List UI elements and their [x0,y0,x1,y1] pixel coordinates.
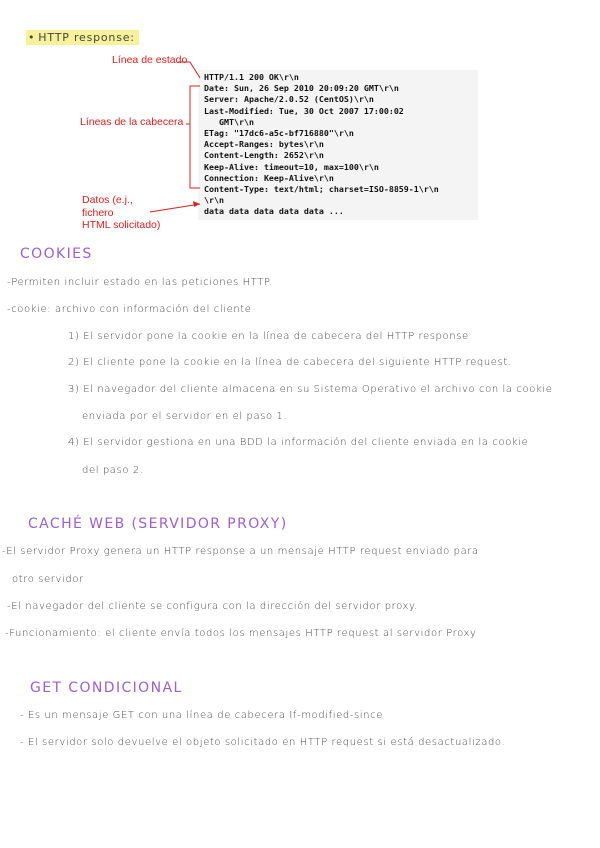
code-line: Accept-Ranges: bytes\r\n [204,139,324,150]
status-connector [178,62,200,78]
label-data-line: HTML solicitado) [82,219,161,231]
code-line: Connection: Keep-Alive\r\n [204,172,334,183]
conditional-get-line-2: - El servidor solo devuelve el objeto solicitado en HTTP request si está desactualizado. [20,737,506,748]
label-data-line: Datos (e.j., [82,194,133,206]
cookies-step-2: 2) El cliente pone la cookie en la línea de cabecera del siguiente HTTP request. [68,357,512,368]
cookies-bullet-2: -cookie: archivo con información del cliente [7,304,252,315]
conditional-get-line-1: - Es un mensaje GET con una línea de cabecera If-modified-since [20,710,383,721]
cache-line-1-cont: otro servidor [12,574,84,585]
code-line: Date: Sun, 26 Sep 2010 20:09:20 GMT\r\n [204,83,399,94]
code-line: HTTP/1.1 200 OK\r\n [204,72,299,82]
cookies-step-3-cont: enviada por el servidor en el paso 1. [82,411,288,422]
cookies-step-1: 1) El servidor pone la cookie en la línea de cabecera del HTTP response [68,331,469,342]
bullet-icon: • [28,31,36,44]
code-line: Keep-Alive: timeout=10, max=100\r\n [204,161,379,172]
data-arrowhead [193,201,200,207]
cookies-heading: COOKIES [20,246,93,262]
cookies-step-4: 4) El servidor gestiona en una BDD la información del cliente enviada en la cookie [68,437,529,448]
cache-heading: CACHÉ WEB (SERVIDOR PROXY) [28,516,288,532]
cookies-step-4-cont: del paso 2. [82,465,144,476]
cache-line-3: -Funcionamiento: el cliente envía todos los mensajes HTTP request al servidor Proxy [5,628,477,639]
header-bracket [190,86,200,188]
code-line: Content-Length: 2652\r\n [204,150,324,161]
code-line: ETag: "17dc6-a5c-bf716880"\r\n [204,128,354,139]
cookies-step-3: 3) El navegador del cliente almacena en su Sistema Operativo el archivo con la cookie [68,384,553,395]
code-line: Content-Type: text/html; charset=ISO-8859-1\r\n [204,184,439,195]
cache-line-2: -El navegador del cliente se configura con la dirección del servidor proxy. [7,601,418,612]
cache-line-1: -El servidor Proxy genera un HTTP response a un mensaje HTTP request enviado para [2,546,479,557]
label-status-line: Línea de estado [112,54,188,66]
code-line: \r\n [204,195,224,206]
code-line: Server: Apache/2.0.52 (CentOS)\r\n [204,94,374,105]
code-line: GMT\r\n [204,116,254,127]
label-data-line: fichero [82,206,114,219]
code-line: Last-Modified: Tue, 30 Oct 2007 17:00:02 [204,105,404,116]
data-connector [150,204,200,212]
code-line: data data data data data ... [204,206,344,217]
label-header-lines: Líneas de la cabecera [80,116,184,128]
figure-title-text: HTTP response: [38,31,135,44]
cookies-bullet-1: -Permiten incluir estado en las peticiones HTTP. [7,277,273,288]
conditional-get-heading: GET CONDICIONAL [30,680,183,696]
